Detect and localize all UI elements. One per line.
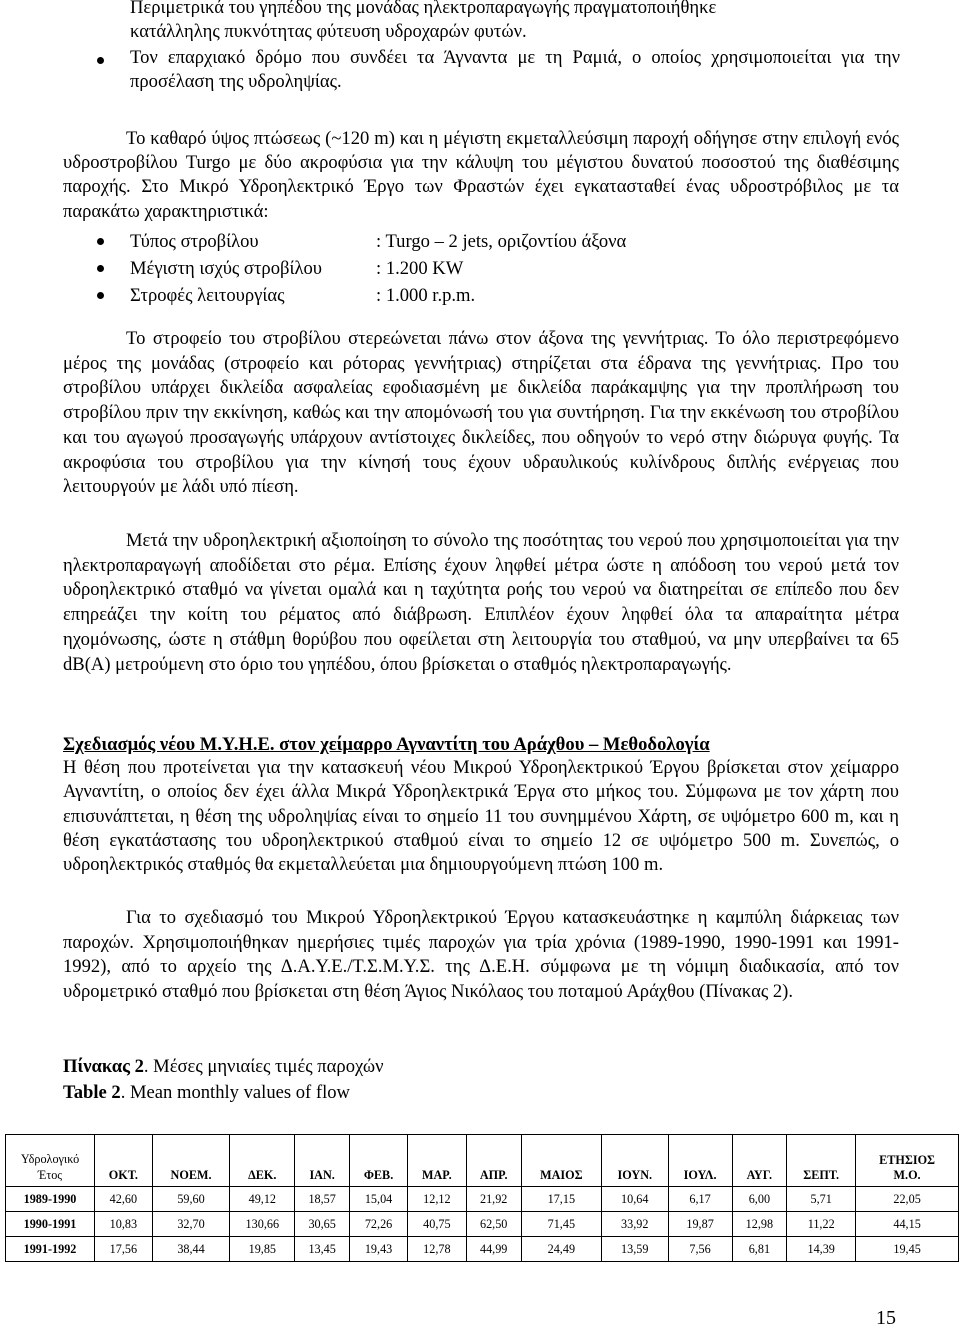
spec-label: Μέγιστη ισχύς στροβίλου (130, 258, 322, 279)
table-cell: 11,22 (787, 1212, 856, 1237)
table-cell: 44,15 (856, 1212, 959, 1237)
table-cell: 18,57 (295, 1187, 350, 1212)
header-month: ΙΟΥΝ. (601, 1135, 668, 1187)
table-cell-year: 1991-1992 (6, 1237, 95, 1262)
table-cell: 32,70 (152, 1212, 230, 1237)
table-cell: 6,81 (732, 1237, 787, 1262)
table-caption-greek (63, 1055, 383, 1079)
header-month: ΑΠΡ. (466, 1135, 521, 1187)
table-cell: 38,44 (152, 1237, 230, 1262)
table-row (6, 1237, 959, 1262)
spec-row (63, 255, 899, 282)
table-row (6, 1212, 959, 1237)
continued-line-1: Περιμετρικά του γηπέδου της μονάδας ηλεκτροπαραγωγής πραγματοποιήθηκε (130, 0, 717, 18)
flow-table (5, 1134, 959, 1262)
table-header-row (6, 1135, 959, 1187)
header-annual-mean: ΕΤΗΣΙΟΣ Μ.Ο. (856, 1135, 959, 1187)
table-cell: 40,75 (408, 1212, 467, 1237)
caption-text: . Μέσες μηνιαίες τιμές παροχών (143, 1056, 384, 1077)
table-cell: 49,12 (230, 1187, 295, 1212)
spec-label: Στροφές λειτουργίας (130, 285, 285, 306)
bullet-icon (97, 292, 104, 299)
section-heading-text: Σχεδιασμός νέου Μ.Υ.Η.Ε. στον χείμαρρο Αγναντίτη του Αράχθου – Μεθοδολογία (63, 734, 710, 755)
continued-line-2: κατάλληλης πυκνότητας φύτευση υδροχαρών φυτών. (130, 21, 527, 43)
table-cell: 71,45 (521, 1212, 601, 1237)
table-cell: 72,26 (350, 1212, 408, 1237)
bullet-item-road: Τον επαρχιακό δρόμο που συνδέει τα Άγναντα με τη Ραμιά, ο οποίος χρησιμοποιείται για την προσέλαση της υδροληψίας. (130, 47, 900, 93)
paragraph-runner: Το στροφείο του στροβίλου στερεώνεται πάνω στον άξονα της γεννήτριας. Το όλο περιστρεφόμενο μέρος της μονάδας (στροφείο και ρότορας γεννήτριας) στηρίζεται στα έδρανα της γεννήτριας. Προ του στροβίλου υπάρχει δικλείδα ασφαλείας εφοδιασμένη με δικλείδα παράκαμψης για την προπλήρωση του στροβίλου πριν την εκκίνηση, καθώς και την απομόνωσή του για συντήρηση. Για την εκκένωση του στροβίλου και του αγωγού προσαγωγής υπάρχουν αντίστοιχες δικλείδες, που οδηγούν το νερό στην διώρυγα φυγής. Τα ακροφύσια του στροβίλου για την κίνησή τους έχουν υδραυλικούς κυλίνδρους διπλής ενέργειας που λειτουργούν με λάδι υπό πίεση. (63, 328, 899, 498)
table-cell: 7,56 (668, 1237, 732, 1262)
header-month: ΝΟΕΜ. (152, 1135, 230, 1187)
table-cell: 44,99 (466, 1237, 521, 1262)
caption-label: Πίνακας 2 (63, 1056, 144, 1077)
table-cell: 30,65 (295, 1212, 350, 1237)
header-month: ΟΚΤ. (95, 1135, 153, 1187)
spec-value: : 1.000 r.p.m. (376, 285, 476, 306)
table-caption-english (63, 1081, 350, 1105)
header-hydro-year: Υδρολογικό Έτος (6, 1135, 95, 1187)
table-cell: 13,59 (601, 1237, 668, 1262)
table-cell-year: 1990-1991 (6, 1212, 95, 1237)
section-heading (63, 733, 899, 757)
table-cell: 17,15 (521, 1187, 601, 1212)
table-cell: 62,50 (466, 1212, 521, 1237)
table-cell: 12,98 (732, 1212, 787, 1237)
table-cell: 6,00 (732, 1187, 787, 1212)
spec-value: : Turgo – 2 jets, οριζοντίου άξονα (376, 231, 627, 252)
table-cell: 33,92 (601, 1212, 668, 1237)
table-cell: 59,60 (152, 1187, 230, 1212)
paragraph-site: Η θέση που προτείνεται για την κατασκευή νέου Μικρού Υδροηλεκτρικού Έργου βρίσκεται στον χείμαρρο Αγναντίτη, ο οποίος δεν έχει άλλα Μικρά Υδροηλεκτρικά Έργα στο μήκος του. Σύμφωνα με τον χάρτη που επισυνάπτεται, η θέση της υδροληψίας είναι το σημείο 11 του συνημμένου Χάρτη, σε υψόμετρο 600 m, και η θέση εγκατάστασης του υδροηλεκτρικού σταθμού είναι το σημείο 12 σε υψόμετρο 500 m. Συνεπώς, ο υδροηλεκτρικός σταθμός θα εκμεταλλεύεται μια δημιουργούμενη πτώση 100 m. (63, 757, 899, 876)
page-number: 15 (876, 1307, 896, 1329)
table-cell: 42,60 (95, 1187, 153, 1212)
table-cell: 19,85 (230, 1237, 295, 1262)
header-month: ΜΑΙΟΣ (521, 1135, 601, 1187)
header-month: ΙΑΝ. (295, 1135, 350, 1187)
header-month: ΦΕΒ. (350, 1135, 408, 1187)
table-cell: 14,39 (787, 1237, 856, 1262)
table-cell: 10,64 (601, 1187, 668, 1212)
spec-label: Τύπος στροβίλου (130, 231, 259, 252)
table-cell: 130,66 (230, 1212, 295, 1237)
table-cell: 13,45 (295, 1237, 350, 1262)
spec-value: : 1.200 KW (376, 258, 464, 279)
bullet-icon (97, 57, 104, 64)
turbine-spec-list (63, 228, 899, 309)
table-cell: 22,05 (856, 1187, 959, 1212)
table-cell: 17,56 (95, 1237, 153, 1262)
bullet-icon (97, 238, 104, 245)
header-month: ΜΑΡ. (408, 1135, 467, 1187)
table-cell: 12,78 (408, 1237, 467, 1262)
bullet-icon (97, 265, 104, 272)
header-month: ΔΕΚ. (230, 1135, 295, 1187)
paragraph-duration-curve: Για το σχεδιασμό του Μικρού Υδροηλεκτρικού Έργου κατασκευάστηκε η καμπύλη διάρκειας των παροχών. Χρησιμοποιήθηκαν ημερήσιες τιμές παροχών για τρία χρόνια (1989-1990, 1990-1991 και 1991-1992), από το αρχείο της Δ.Α.Υ.Ε./Τ.Σ.Μ.Υ.Σ. της Δ.Ε.Η. σύμφωνα με τη νόμιμη διαδικασία, από τον υδρομετρικό σταθμό που βρίσκεται στη θέση Άγιος Νικόλαος του ποταμού Αράχθου (Πίνακας 2). (63, 907, 899, 1002)
spec-row (63, 282, 899, 309)
table-cell: 19,43 (350, 1237, 408, 1262)
spec-row (63, 228, 899, 255)
table-cell-year: 1989-1990 (6, 1187, 95, 1212)
table-cell: 10,83 (95, 1212, 153, 1237)
table-row (6, 1187, 959, 1212)
caption-text: . Mean monthly values of flow (120, 1082, 350, 1103)
paragraph-water-return: Μετά την υδροηλεκτρική αξιοποίηση το σύνολο της ποσότητας του νερού που χρησιμοποιείται για την ηλεκτροπαραγωγή αποδίδεται στο ρέμα. Επίσης έχουν ληφθεί μέτρα ώστε η απόδοση του νερού μετά τον υδροηλεκτρικό σταθμό να γίνεται ομαλά και η ταχύτητα ροής του νερού να διατηρείται σε επίπεδο που δεν επηρεάζει την κοίτη του ρέματος από διάβρωση. Επιπλέον έχουν ληφθεί όλα τα απαραίτητα μέτρα ηχομόνωσης, ώστε η στάθμη θορύβου που οφείλεται στη λειτουργία του σταθμού, να μην υπερβαίνει τα 65 dB(A) μετρούμενη στο όριο του γηπέδου, όπου βρίσκεται ο σταθμός ηλεκτροπαραγωγής. (63, 530, 899, 675)
table-cell: 6,17 (668, 1187, 732, 1212)
header-month: ΣΕΠΤ. (787, 1135, 856, 1187)
table-cell: 15,04 (350, 1187, 408, 1212)
continued-paragraph (130, 0, 900, 44)
caption-label: Table 2 (63, 1082, 121, 1103)
table-cell: 12,12 (408, 1187, 467, 1212)
table-cell: 19,87 (668, 1212, 732, 1237)
table-cell: 5,71 (787, 1187, 856, 1212)
table-cell: 21,92 (466, 1187, 521, 1212)
header-month: ΑΥΓ. (732, 1135, 787, 1187)
table-cell: 19,45 (856, 1237, 959, 1262)
table-cell: 24,49 (521, 1237, 601, 1262)
header-month: ΙΟΥΛ. (668, 1135, 732, 1187)
paragraph-turbine-selection: Το καθαρό ύψος πτώσεως (~120 m) και η μέγιστη εκμεταλλεύσιμη παροχή οδήγησε στην επιλογή ενός υδροστροβίλου Turgo με δύο ακροφύσια για την κάλυψη του μέγιστου δυνατού ποσοστού της διαθέσιμης παροχής. Στο Μικρό Υδροηλεκτρικό Έργο των Φραστών έχει εγκατασταθεί ένας υδροστρόβιλος με τα παρακάτω χαρακτηριστικά: (63, 128, 899, 222)
